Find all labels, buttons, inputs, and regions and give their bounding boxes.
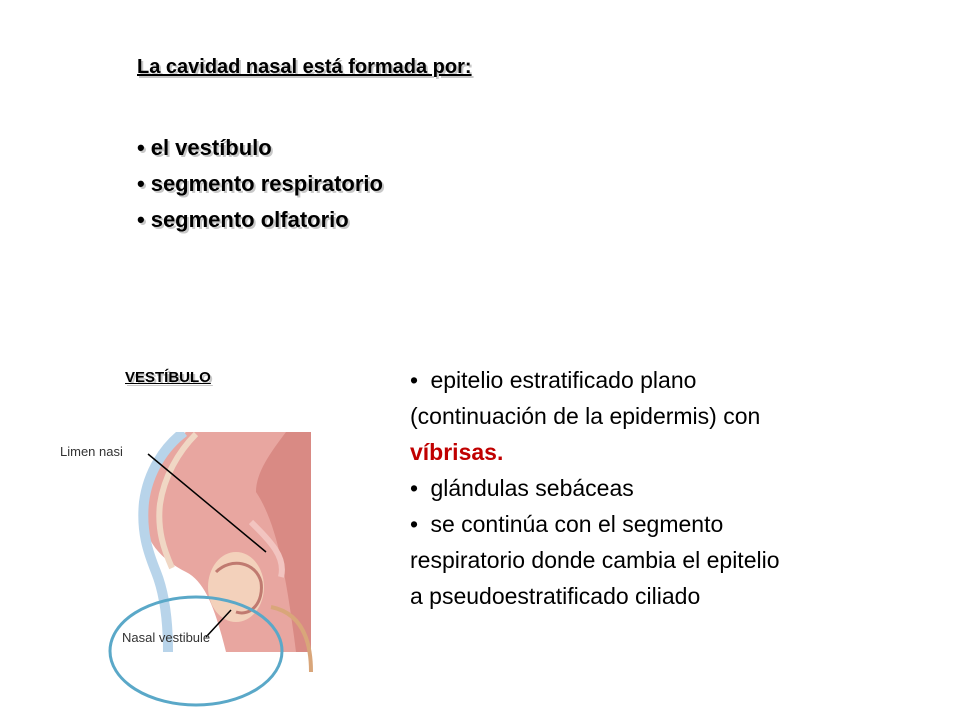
description-text: se continúa con el segmento xyxy=(430,511,724,537)
structure-list xyxy=(137,130,383,238)
list-item xyxy=(137,166,383,202)
description-bullet-1 xyxy=(410,362,930,398)
description-text: glándulas sebáceas xyxy=(430,475,634,501)
description-bullet-2 xyxy=(410,470,930,506)
list-item-label: segmento respiratorio xyxy=(150,171,383,196)
description-line: respiratorio donde cambia el epitelio xyxy=(410,547,780,573)
description-line: (continuación de la epidermis) con xyxy=(410,403,761,429)
description-line: a pseudoestratificado ciliado xyxy=(410,583,701,609)
bullet: • xyxy=(410,367,419,393)
vestibule-description xyxy=(410,362,930,614)
bullet: • xyxy=(137,171,145,196)
list-item xyxy=(137,130,383,166)
list-item-label: segmento olfatorio xyxy=(150,207,349,232)
list-item xyxy=(137,202,383,238)
description-bullet-3 xyxy=(410,506,930,542)
bullet: • xyxy=(410,511,419,537)
limen-nasi-label: Limen nasi xyxy=(60,444,123,459)
bullet: • xyxy=(410,475,419,501)
slide-title: La cavidad nasal está formada por: xyxy=(137,56,472,78)
bullet: • xyxy=(137,135,145,160)
nasal-vestibule-illustration xyxy=(56,432,316,712)
list-item-label: el vestíbulo xyxy=(150,135,272,160)
nasal-vestibule-label: Nasal vestibule xyxy=(122,630,211,645)
highlight-term: víbrisas. xyxy=(410,439,504,465)
section-label: VESTÍBULO xyxy=(125,369,211,386)
description-text: epitelio estratificado plano xyxy=(430,367,697,393)
bullet: • xyxy=(137,207,145,232)
